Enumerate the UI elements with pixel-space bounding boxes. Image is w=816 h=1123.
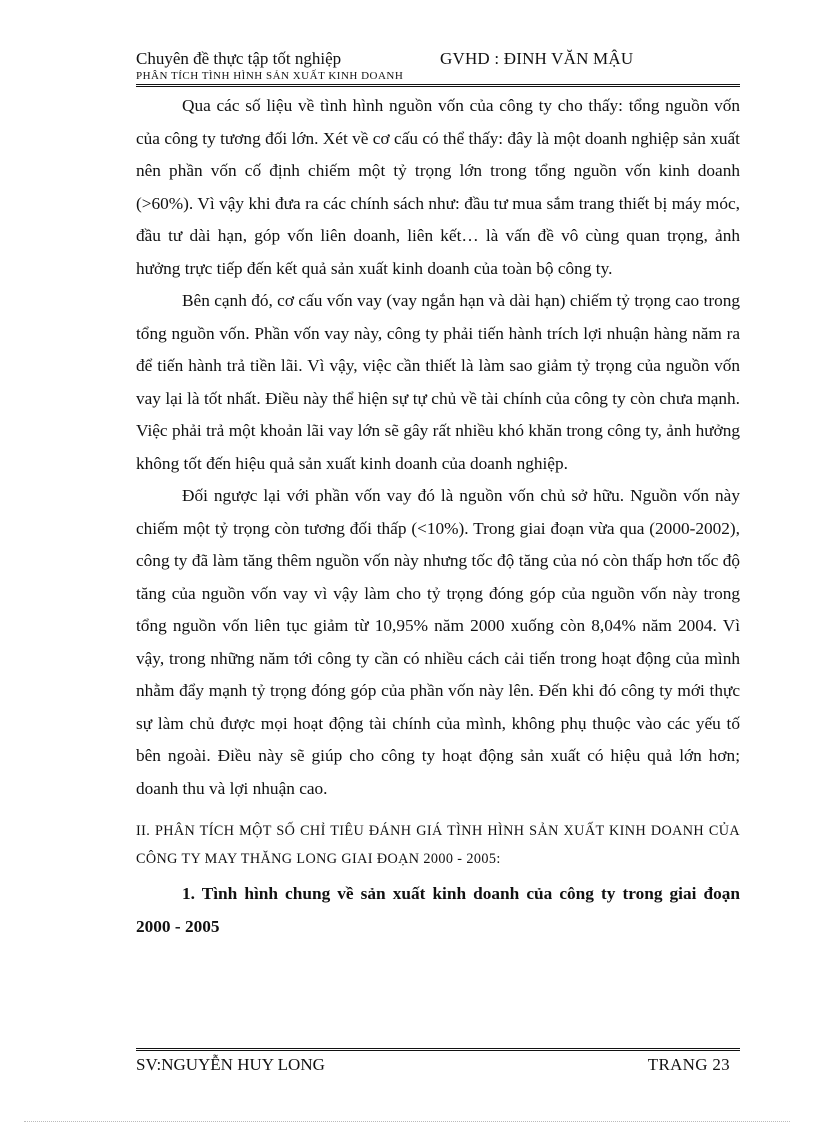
section-heading: II. PHÂN TÍCH MỘT SỐ CHỈ TIÊU ĐÁNH GIÁ TÌNH HÌNH SẢN XUẤT KINH DOANH CỦA CÔNG TY MAY THĂNG LONG GIAI ĐOẠN 2000 - 2005:	[136, 823, 740, 867]
page-header	[136, 48, 740, 82]
header-supervisor: GVHD : ĐINH VĂN MẬU	[440, 49, 634, 68]
footer-page-number: TRANG 23	[647, 1055, 730, 1074]
body-paragraph-1: Qua các số liệu về tình hình nguồn vốn của công ty cho thấy: tổng nguồn vốn của công ty tương đối lớn. Xét về cơ cấu có thể thấy: đây là một doanh nghiệp sản xuất nên phần vốn cố định chiếm một tỷ trọng lớn trong tổng nguồn vốn kinh doanh (>60%). Vì vậy khi đưa ra các chính sách như: đầu tư mua sắm trang thiết bị máy móc, đầu tư dài hạn, góp vốn liên doanh, liên kết… là vấn đề vô cùng quan trọng, ảnh hưởng trực tiếp đến kết quả sản xuất kinh doanh của toàn bộ công ty.	[136, 96, 740, 278]
header-divider	[136, 84, 740, 87]
subsection-heading: 1. Tình hình chung về sản xuất kinh doanh của công ty trong giai đoạn 2000 - 2005	[136, 884, 740, 936]
body-paragraph-3: Đối ngược lại với phần vốn vay đó là nguồn vốn chủ sở hữu. Nguồn vốn này chiếm một tỷ trọng còn tương đối thấp (<10%). Trong giai đoạn vừa qua (2000-2002), công ty đã làm tăng thêm nguồn vốn này nhưng tốc độ tăng của nó còn thấp hơn tốc độ tăng của nguồn vốn vay vì vậy làm cho tỷ trọng đóng góp của nguồn vốn này trong tổng nguồn vốn liên tục giảm từ 10,95% năm 2000 xuống còn 8,04% năm 2004. Vì vậy, trong những năm tới công ty cần có nhiều cách cải tiến trong hoạt động của mình nhằm đẩy mạnh tỷ trọng đóng góp của phần vốn này lên. Đến khi đó công ty mới thực sự làm chủ được mọi hoạt động tài chính của mình, không phụ thuộc vào các yếu tố bên ngoài. Điều này sẽ giúp cho công ty hoạt động sản xuất có hiệu quả lớn hơn; doanh thu và lợi nhuận cao.	[136, 486, 740, 798]
footer-divider	[136, 1048, 740, 1051]
page-edge-divider	[24, 1121, 790, 1122]
footer-student-name: SV:NGUYỄN HUY LONG	[136, 1055, 325, 1074]
body-paragraph-2: Bên cạnh đó, cơ cấu vốn vay (vay ngắn hạn và dài hạn) chiếm tỷ trọng cao trong tổng nguồn vốn. Phần vốn vay này, công ty phải tiến hành trích lợi nhuận hàng năm ra để tiến hành trả tiền lãi. Vì vậy, việc cần thiết là làm sao giảm tỷ trọng của nguồn vốn vay lại là tốt nhất. Điều này thể hiện sự tự chủ về tài chính của công ty còn chưa mạnh. Việc phải trả một khoản lãi vay lớn sẽ gây rất nhiều khó khăn trong công ty, ảnh hưởng không tốt đến hiệu quả sản xuất kinh doanh của doanh nghiệp.	[136, 291, 740, 473]
document-body	[136, 90, 740, 943]
header-thesis-title: Chuyên đề thực tập tốt nghiệp	[136, 49, 342, 68]
header-line	[136, 48, 740, 70]
header-subtitle: PHÂN TÍCH TÌNH HÌNH SẢN XUẤT KINH DOANH	[136, 70, 404, 82]
